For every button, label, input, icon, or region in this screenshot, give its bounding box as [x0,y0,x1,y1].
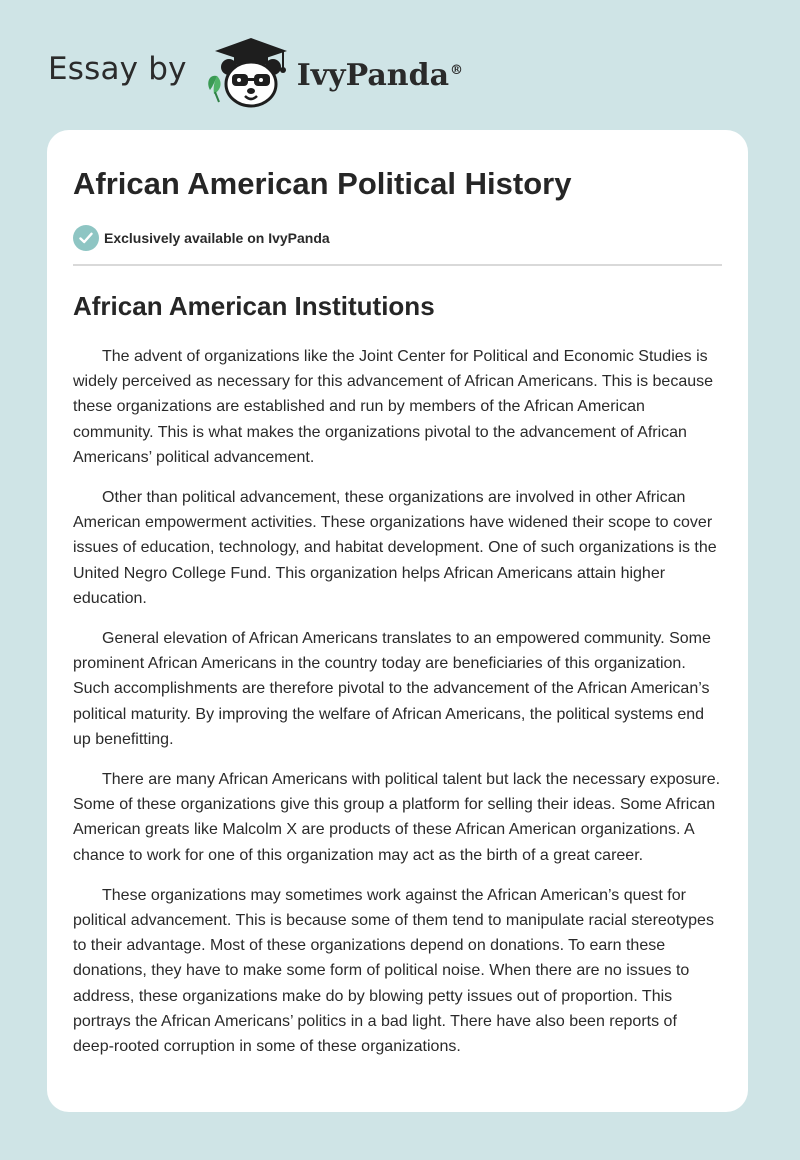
check-circle-icon [73,225,99,251]
brand-name-text: IvyPanda [296,57,450,93]
panda-graduate-icon [201,36,293,110]
essay-body [73,344,722,1059]
registered-mark: ® [450,62,464,78]
essay-card [47,130,748,1112]
exclusive-badge [73,225,722,251]
paragraph-5: These organizations may sometimes work against the African American’s quest for political advancement. This is because some of them tend to manipulate racial stereotypes to their advantage. Most of these organizations depend on donations. To earn these donations, they have to make some form of political noise. When there are no issues to address, these organizations make do by blowing petty issues out of proportion. This portrays the African Americans’ politics in a bad light. There have also been reports of deep-rooted corruption in some of these organizations. [73,886,714,1056]
essay-title: African American Political History [73,166,572,201]
paragraph-3: General elevation of African Americans translates to an empowered community. Some prominent African Americans in the country today are beneficiaries of this organization. Such accomplishments are therefore pivotal to the advancement of the African American’s political maturity. By improving the welfare of African Americans, the political systems end up benefitting. [73,630,711,748]
paragraph-4: There are many African Americans with political talent but lack the necessary exposure. Some of these organizations give this group a platform for selling their ideas. Some African American greats like Malcolm X are products of these African American organizations. A chance to work for one of this organization may act as the birth of a great career. [73,771,721,864]
paragraph-1: The advent of organizations like the Joint Center for Political and Economic Studies is widely perceived as necessary for this advancement of African Americans. This is because these organizations are established and run by members of the African American community. This is what makes the organizations pivotal to the advancement of African Americans’ political advancement. [73,348,714,466]
brand-header [48,36,463,110]
paragraph-2: Other than political advancement, these organizations are involved in other African American empowerment activities. These organizations have widened their scope to cover issues of education, technology, and habitat development. One of such organizations is the United Negro College Fund. This organization helps African Americans attain higher education. [73,489,717,607]
brand-name [297,58,463,93]
exclusive-badge-text: Exclusively available on IvyPanda [104,230,330,246]
section-heading: African American Institutions [73,291,435,321]
title-divider [73,264,722,266]
brand-prefix: Essay by [48,51,187,87]
